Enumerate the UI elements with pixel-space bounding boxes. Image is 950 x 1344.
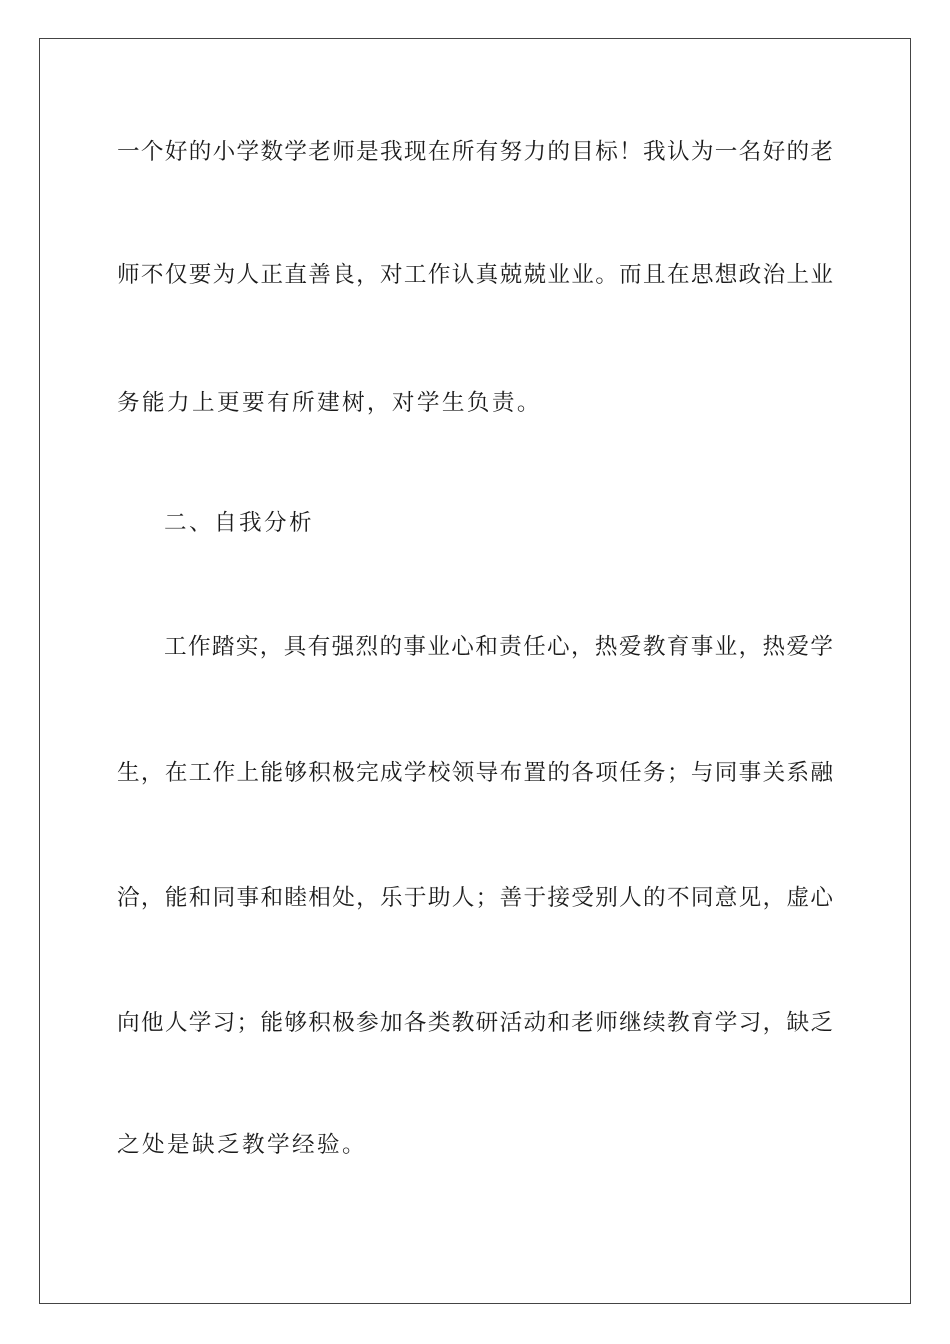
paragraph-1-line-1: 一个好的小学数学老师是我现在所有努力的目标！我认为一名好的老 (117, 139, 833, 165)
paragraph-2-line-4: 向他人学习；能够积极参加各类教研活动和老师继续教育学习，缺乏 (117, 1010, 833, 1036)
page-border (39, 38, 911, 1304)
section-heading-self-analysis: 二、自我分析 (164, 510, 314, 536)
paragraph-2-line-1: 工作踏实，具有强烈的事业心和责任心，热爱教育事业，热爱学 (164, 634, 833, 660)
paragraph-2-line-3: 洽，能和同事和睦相处，乐于助人；善于接受别人的不同意见，虚心 (117, 885, 833, 911)
paragraph-2-line-2: 生，在工作上能够积极完成学校领导布置的各项任务；与同事关系融 (117, 760, 833, 786)
paragraph-1-line-3: 务能力上更要有所建树，对学生负责。 (117, 390, 542, 416)
paragraph-1-line-2: 师不仅要为人正直善良，对工作认真兢兢业业。而且在思想政治上业 (117, 262, 833, 288)
paragraph-2-line-5: 之处是缺乏教学经验。 (117, 1132, 367, 1158)
